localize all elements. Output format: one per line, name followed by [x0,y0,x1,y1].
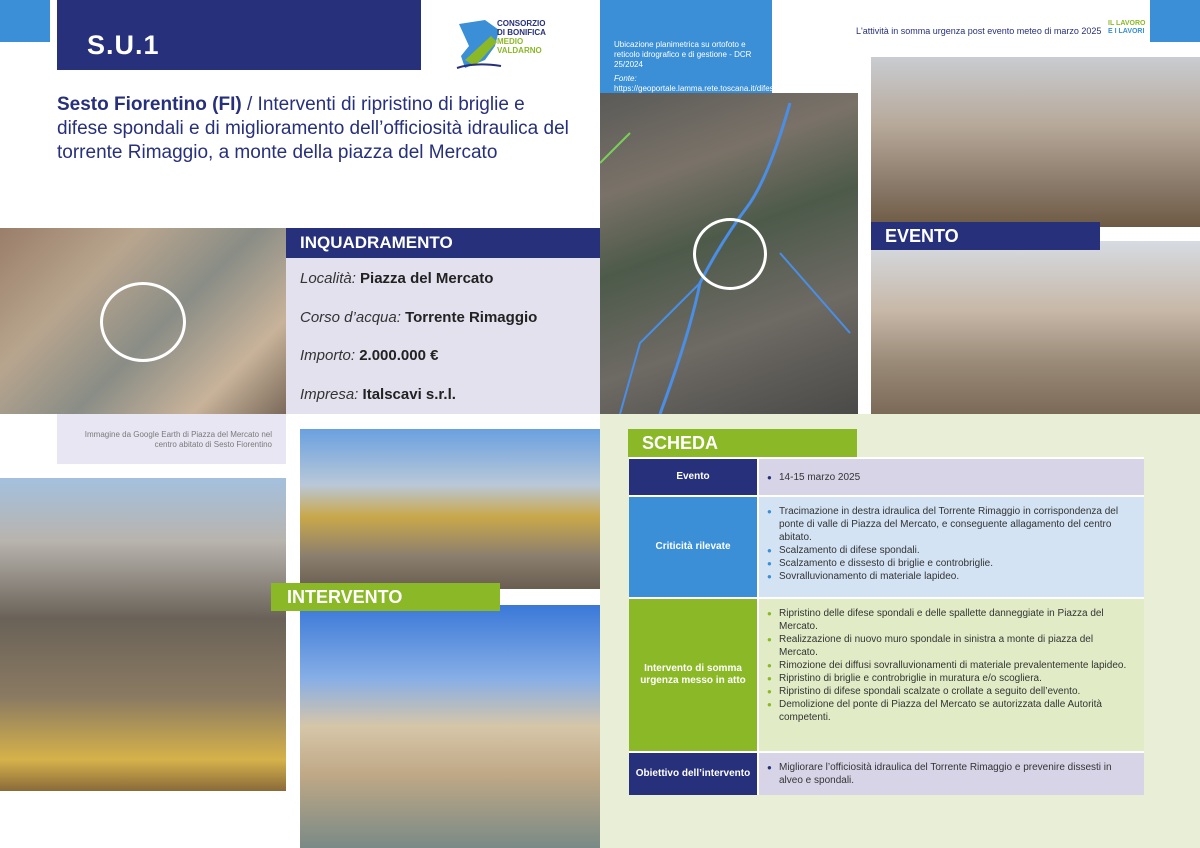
aerial-location-marker [100,282,186,362]
flood-photo-street [871,57,1200,227]
list-item: ● Scalzamento di difese spondali. [767,544,1132,557]
map-caption-source-url: https://geoportale.lamma.rete.toscana.it/difesa_suolo [614,84,802,93]
row-value [757,497,1144,597]
intervento-heading: INTERVENTO [287,587,403,607]
scheda-row-intervento [629,597,1144,751]
brand-line-1: IL LAVORO [1108,20,1146,27]
series-brand [1108,20,1145,36]
flood-photo-riverbed [871,241,1200,414]
series-subtitle: L'attività in somma urgenza post evento meteo di marzo 2025 [856,26,1102,36]
list-item: ● Scalzamento e dissesto di briglie e controbriglie. [767,557,1132,570]
list-item: ● Ripristino di briglie e controbriglie in muratura e/o scogliera. [767,672,1132,685]
scheda-title: SCHEDA [642,433,719,453]
brand-line-2: E I LAVORI [1108,28,1145,35]
list-item: ● Ripristino delle difese spondali e delle spallette danneggiate in Piazza del Mercato. [767,607,1132,633]
field-value: 2.000.000 € [359,347,439,364]
scheda-row-criticita [629,495,1144,597]
aerial-caption: Immagine da Google Earth di Piazza del Mercato nel centro abitato di Sesto Fiorentino [84,430,272,449]
inquadramento-corso [300,309,537,326]
corner-accent-right [1150,0,1200,42]
scheda-row-obiettivo [629,751,1144,795]
map-location-marker [693,218,767,290]
canal-photo [300,605,600,848]
sheet-code: S.U.1 [87,30,160,60]
row-key: Intervento di somma urgenza messo in atto [629,599,757,751]
list-item: ● Migliorare l’officiosità idraulica del Torrente Rimaggio e prevenire dissesti in alveo e spondali. [767,761,1132,787]
scheda-table [629,457,1144,795]
list-item: ● Demolizione del ponte di Piazza del Mercato se autorizzata dalle Autorità competenti. [767,698,1132,724]
row-value [757,599,1144,751]
list-item: ● Sovralluvionamento di materiale lapideo. [767,570,1132,583]
inquadramento-title: INQUADRAMENTO [300,233,453,252]
row-key: Obiettivo dell’intervento [629,753,757,795]
list-item: ● Rimozione dei diffusi sovralluvionamenti di materiale prevalentemente lapideo. [767,659,1132,672]
field-label: Importo: [300,347,356,364]
map-caption-source-label: Fonte: [614,74,637,83]
map-caption-text: Ubicazione planimetrica su ortofoto e reticolo idrografico e di gestione - DCR 25/2024 [614,40,752,69]
field-label: Impresa: [300,386,359,403]
logo-line-3: MEDIO [497,37,524,46]
field-value: Piazza del Mercato [360,270,494,287]
field-label: Corso d’acqua: [300,309,401,326]
map-caption [600,0,802,106]
title-location: Sesto Fiorentino (FI) [57,94,242,115]
corner-accent-left [0,0,50,42]
logo-line-1: CONSORZIO [497,19,546,28]
list-item: ● Tracimazione in destra idraulica del Torrente Rimaggio in corrispondenza del ponte di valle di Piazza del Mercato, e conseguente allagamento del centro abitato. [767,505,1132,544]
inquadramento-localita [300,270,493,287]
scheda-row-evento [629,457,1144,495]
field-value: Italscavi s.r.l. [362,386,456,403]
field-value: Torrente Rimaggio [405,309,538,326]
construction-photo-rebar [0,478,286,791]
evento-heading: EVENTO [885,226,959,246]
title-description: / Interventi di ripristino di briglie e difese spondali e di miglioramento dell’officiosità idraulica del torrente Rimaggio, a monte della piazza del Mercato [57,94,569,163]
page-title [57,93,577,165]
list-item: ● 14-15 marzo 2025 [767,471,860,484]
logo-line-2: DI BONIFICA [497,28,546,37]
row-key: Criticità rilevate [629,497,757,597]
inquadramento-importo [300,347,438,364]
consorzio-logo [455,16,555,74]
inquadramento-impresa [300,386,456,403]
list-item: ● Ripristino di difese spondali scalzate o crollate a seguito dell’evento. [767,685,1132,698]
list-item: ● Realizzazione di nuovo muro spondale in sinistra a monte di piazza del Mercato. [767,633,1132,659]
excavator-photo [300,429,600,589]
field-label: Località: [300,270,356,287]
row-key: Evento [629,459,757,495]
logo-line-4: VALDARNO [497,46,542,55]
row-value [757,753,1144,795]
row-value [757,459,1144,495]
